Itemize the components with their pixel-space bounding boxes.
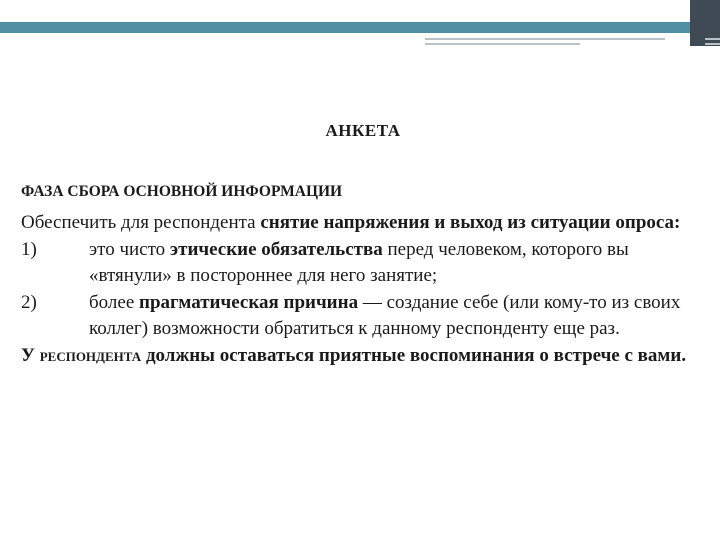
list-text: перед человеком, которого вы «втянули» в постороннее для него занятие; bbox=[89, 238, 629, 286]
header-accent-line bbox=[705, 43, 720, 45]
conclusion-text: должны оставаться приятные воспоминания о встрече с вами. bbox=[141, 344, 687, 366]
list-item bbox=[21, 237, 701, 290]
header-accent-line bbox=[705, 38, 720, 40]
list-bold: прагматическая причина bbox=[139, 291, 359, 313]
conclusion-paragraph bbox=[21, 343, 701, 370]
conclusion-caps: респондента bbox=[39, 344, 142, 366]
slide-subtitle: ФАЗА СБОРА ОСНОВНОЙ ИНФОРМАЦИИ bbox=[21, 183, 343, 200]
slide-content bbox=[21, 210, 701, 369]
slide-title: АНКЕТА bbox=[325, 121, 401, 140]
list-number: 2) bbox=[21, 291, 37, 313]
header-accent-line bbox=[425, 38, 665, 40]
intro-paragraph bbox=[21, 210, 701, 237]
list-text: это чисто bbox=[89, 238, 170, 260]
list-bold: этические обязательства bbox=[169, 238, 383, 260]
intro-text: Обеспечить для респондента bbox=[21, 212, 261, 233]
list-text: более bbox=[89, 291, 140, 313]
header-bar bbox=[0, 22, 690, 33]
header-accent-line bbox=[425, 43, 580, 45]
intro-bold: снятие напряжения и выход из ситуации опроса: bbox=[260, 212, 681, 233]
list-number: 1) bbox=[21, 238, 37, 260]
list-item bbox=[21, 290, 701, 343]
list-text: — создание себе (или кому-то из своих коллег) возможности обратиться к данному респонденту еще раз. bbox=[89, 291, 681, 339]
conclusion-prefix: У bbox=[21, 344, 40, 366]
